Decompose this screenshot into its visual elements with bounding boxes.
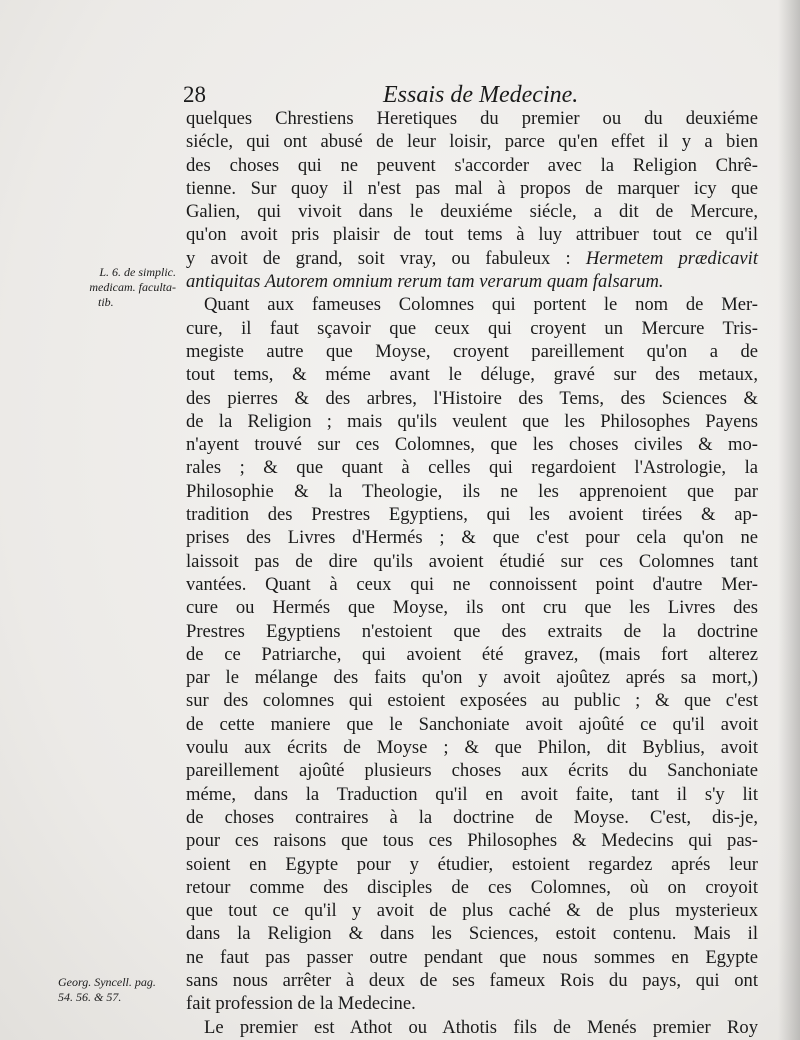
paragraph-end-line: fait profession de la Medecine.: [186, 993, 416, 1015]
text-line: qu'on avoit pris plaisir de tout tems à luy attribuer tout ce qu'il: [186, 224, 758, 246]
running-title: Essais de Medecine.: [383, 82, 579, 108]
text-line: tout tems, & méme avant le déluge, gravé sur des metaux,: [186, 364, 758, 386]
text-line: retour comme des disciples de ces Colomnes, où on croyoit: [186, 876, 758, 898]
text-line: sur des colomnes qui estoient exposées au public ; & que c'est: [186, 690, 758, 712]
margin-note-syncellus-reference: [58, 975, 178, 1005]
paragraph-start-line: Le premier est Athot ou Athotis fils de Menés premier Roy: [204, 1016, 758, 1038]
paragraph-start-line: Quant aux fameuses Colomnes qui portent le nom de Mer-: [204, 294, 758, 316]
text-line: prises des Livres d'Hermés ; & que c'est pour cela qu'on ne: [186, 527, 758, 549]
text-line: des pierres & des arbres, l'Histoire des Tems, des Sciences &: [186, 387, 758, 409]
text-line: ne faut pas passer outre pendant que nous sommes en Egypte: [186, 946, 758, 968]
text-line: sans nous arrêter à deux de ses fameux Rois du pays, qui ont: [186, 969, 758, 991]
text-line: tradition des Prestres Egyptiens, qui les avoient tirées & ap-: [186, 504, 758, 526]
text-line: de ce Patriarche, qui avoient été gravez, (mais fort alterez: [186, 643, 758, 665]
text-fragment: y avoit de grand, soit vray, ou fabuleux :: [186, 247, 586, 269]
text-line: Galien, qui vivoit dans le deuxiéme siécle, a dit de Mercure,: [186, 201, 758, 223]
text-line: Philosophie & la Theologie, ils ne les apprenoient que par: [186, 480, 758, 502]
text-line: que tout ce qu'il y avoit de plus caché & de plus mysterieux: [186, 900, 758, 922]
margin-note-line: medicam. faculta-: [89, 280, 176, 294]
text-line: de la Religion ; mais qu'ils veulent que les Philosophes Payens: [186, 410, 758, 432]
text-line: n'ayent trouvé sur ces Colomnes, que les choses civiles & mo-: [186, 434, 758, 456]
text-line: Prestres Egyptiens n'estoient que des extraits de la doctrine: [186, 620, 758, 642]
text-line: tienne. Sur quoy il n'est pas mal à propos de marquer icy que: [186, 177, 758, 199]
text-line: siécle, qui ont abusé de leur loisir, parce qu'en effet il y a bien: [186, 131, 758, 153]
text-line: pour ces raisons que tous ces Philosophes & Medecins qui pas-: [186, 830, 758, 852]
latin-quote-line: [186, 270, 758, 293]
page-edge-shadow: [778, 0, 800, 1040]
text-line: dans la Religion & dans les Sciences, estoit contenu. Mais il: [186, 923, 758, 945]
latin-quote: Hermetem prædicavit: [585, 247, 759, 269]
text-line: rales ; & que quant à celles qui regardoient l'Astrologie, la: [186, 457, 758, 479]
text-line: megiste autre que Moyse, croyent pareillement qu'on a de: [186, 340, 758, 362]
text-line: quelques Chrestiens Heretiques du premier ou du deuxiéme: [186, 108, 758, 129]
text-line: voulu aux écrits de Moyse ; & que Philon, dit Byblius, avoit: [186, 737, 758, 759]
text-line: soient en Egypte pour y étudier, estoient regardez aprés leur: [186, 853, 758, 875]
text-line: méme, dans la Traduction qu'il en avoit faite, tant il s'y lit: [186, 783, 758, 805]
margin-note-line: Georg. Syncell. pag.: [58, 975, 156, 989]
margin-note-line: L. 6. de simplic.: [99, 265, 176, 279]
text-line: vantées. Quant à ceux qui ne connoissent point d'autre Mer-: [186, 573, 758, 595]
margin-note-line: tib.: [98, 295, 114, 309]
text-line-with-quote: [186, 247, 758, 270]
text-line: de choses contraires à la doctrine de Moyse. C'est, dis-je,: [186, 806, 758, 828]
text-line: cure, il faut sçavoir que ceux qui croyent un Mercure Tris-: [186, 317, 758, 339]
text-line: cure ou Hermés que Moyse, ils ont cru que les Livres des: [186, 597, 758, 619]
text-line: de cette maniere que le Sanchoniate avoit ajoûté ce qu'il avoit: [186, 713, 758, 735]
text-line: pareillement ajoûté plusieurs choses aux écrits du Sanchoniate: [186, 760, 758, 782]
latin-quote: antiquitas Autorem omnium rerum tam verarum quam falsarum.: [186, 271, 664, 293]
margin-note-line: 54. 56. & 57.: [58, 990, 122, 1004]
text-line: laissoit pas de dire qu'ils avoient étudié sur ces Colomnes tant: [186, 550, 758, 572]
page-number: 28: [183, 82, 206, 107]
margin-note-galen-reference: [58, 265, 176, 310]
text-line: des choses qui ne peuvent s'accorder avec la Religion Chrê-: [186, 154, 758, 176]
text-line: par le mélange des faits qu'on y avoit ajoûtez aprés sa mort,): [186, 667, 758, 689]
body-text: [186, 107, 758, 1039]
